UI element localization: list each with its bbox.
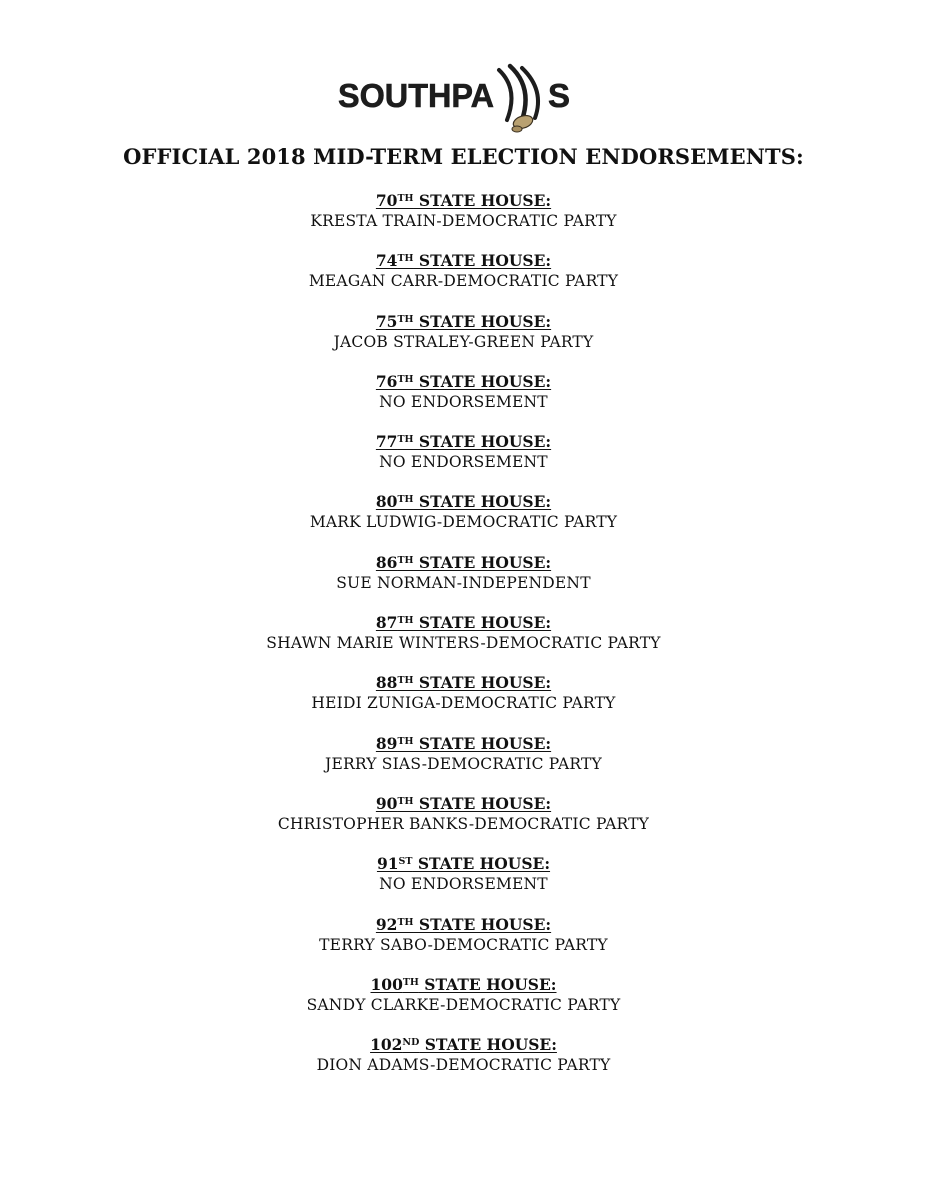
heading-suffix: STATE HOUSE:: [418, 974, 557, 994]
district-heading: [376, 552, 551, 573]
candidate-name: SANDY CLARKE-DEMOCRATIC PARTY: [306, 995, 621, 1014]
heading-suffix: STATE HOUSE:: [413, 251, 552, 271]
heading-suffix: STATE HOUSE:: [413, 432, 552, 452]
district-heading: [376, 793, 551, 814]
endorsement-item: [0, 190, 927, 250]
candidate-name: SHAWN MARIE WINTERS-DEMOCRATIC PARTY: [266, 634, 661, 653]
endorsement-item: [0, 311, 927, 371]
district-heading: [376, 371, 551, 392]
district-heading: [376, 250, 551, 271]
candidate-name: CHRISTOPHER BANKS-DEMOCRATIC PARTY: [277, 814, 650, 833]
paw-icon: [512, 113, 535, 132]
heading-suffix: STATE HOUSE:: [413, 371, 552, 391]
heading-suffix: STATE HOUSE:: [412, 854, 551, 874]
heading-suffix: STATE HOUSE:: [413, 613, 552, 633]
district-number: 74: [375, 251, 398, 271]
ordinal-suffix: ST: [398, 856, 413, 868]
district-heading: [376, 733, 551, 754]
candidate-name: SUE NORMAN-INDEPENDENT: [336, 573, 591, 592]
ordinal-suffix: TH: [397, 434, 414, 446]
logo-text-right: S: [548, 77, 571, 114]
district-heading: [376, 672, 551, 693]
endorsement-item: [0, 371, 927, 431]
district-number: 77: [375, 432, 398, 452]
district-number: 88: [375, 673, 398, 693]
candidate-name: JERRY SIAS-DEMOCRATIC PARTY: [325, 754, 602, 773]
district-number: 102: [370, 1035, 403, 1055]
ordinal-suffix: TH: [397, 313, 414, 325]
logo-text-left: SOUTHPA: [338, 77, 494, 114]
heading-suffix: STATE HOUSE:: [413, 311, 552, 331]
heading-suffix: STATE HOUSE:: [413, 793, 552, 813]
page-title: OFFICIAL 2018 MID-TERM ELECTION ENDORSEMENTS:: [123, 144, 804, 169]
endorsement-item: [0, 914, 927, 974]
ordinal-suffix: TH: [397, 795, 414, 807]
endorsement-item: [0, 1034, 927, 1094]
district-heading: [371, 974, 557, 995]
ordinal-suffix: TH: [402, 976, 419, 988]
district-number: 70: [375, 191, 398, 210]
ordinal-suffix: TH: [397, 735, 414, 747]
district-number: 92: [375, 914, 398, 934]
endorsement-item: [0, 853, 927, 913]
heading-suffix: STATE HOUSE:: [413, 492, 552, 512]
heading-suffix: STATE HOUSE:: [413, 914, 552, 934]
endorsement-item: [0, 431, 927, 491]
district-heading: [376, 311, 551, 332]
ordinal-suffix: TH: [397, 373, 414, 385]
district-heading: [376, 491, 551, 512]
district-number: 80: [375, 492, 398, 512]
ordinal-suffix: TH: [397, 615, 414, 627]
endorsement-list: [0, 190, 927, 1094]
district-heading: [376, 190, 551, 211]
candidate-name: MEAGAN CARR-DEMOCRATIC PARTY: [308, 272, 619, 291]
southpaws-logo: [336, 62, 592, 136]
district-number: 100: [370, 974, 403, 994]
district-heading: [376, 914, 551, 935]
district-number: 91: [376, 854, 399, 874]
endorsement-item: [0, 612, 927, 672]
district-heading: [376, 612, 551, 633]
ordinal-suffix: TH: [397, 253, 414, 265]
endorsement-item: [0, 250, 927, 310]
candidate-name: NO ENDORSEMENT: [379, 453, 548, 472]
candidate-name: NO ENDORSEMENT: [379, 875, 548, 894]
candidate-name: KRESTA TRAIN-DEMOCRATIC PARTY: [310, 212, 617, 230]
endorsement-item: [0, 793, 927, 853]
district-number: 89: [375, 733, 398, 753]
endorsement-item: [0, 491, 927, 551]
heading-suffix: STATE HOUSE:: [413, 552, 552, 572]
ordinal-suffix: TH: [397, 675, 414, 687]
candidate-name: NO ENDORSEMENT: [379, 392, 548, 411]
ordinal-suffix: TH: [397, 193, 414, 204]
claw-marks-icon: [499, 66, 538, 120]
district-heading: [370, 1034, 557, 1055]
heading-suffix: STATE HOUSE:: [413, 733, 552, 753]
ordinal-suffix: TH: [397, 554, 414, 566]
candidate-name: HEIDI ZUNIGA-DEMOCRATIC PARTY: [311, 694, 616, 713]
heading-suffix: STATE HOUSE:: [413, 191, 552, 210]
candidate-name: JACOB STRALEY-GREEN PARTY: [333, 332, 594, 351]
endorsement-item: [0, 552, 927, 612]
endorsement-item: [0, 974, 927, 1034]
candidate-name: DION ADAMS-DEMOCRATIC PARTY: [316, 1056, 611, 1075]
district-number: 75: [375, 311, 398, 331]
district-number: 86: [375, 552, 398, 572]
candidate-name: MARK LUDWIG-DEMOCRATIC PARTY: [309, 513, 618, 532]
district-number: 76: [375, 371, 398, 391]
endorsement-item: [0, 733, 927, 793]
district-heading: [376, 431, 551, 452]
heading-suffix: STATE HOUSE:: [413, 673, 552, 693]
endorsement-item: [0, 672, 927, 732]
candidate-name: TERRY SABO-DEMOCRATIC PARTY: [319, 935, 608, 954]
ordinal-suffix: TH: [397, 494, 414, 506]
ordinal-suffix: ND: [402, 1037, 420, 1049]
district-number: 90: [375, 793, 398, 813]
district-number: 87: [375, 613, 398, 633]
heading-suffix: STATE HOUSE:: [419, 1035, 557, 1055]
ordinal-suffix: TH: [397, 916, 414, 928]
district-heading: [377, 853, 550, 874]
